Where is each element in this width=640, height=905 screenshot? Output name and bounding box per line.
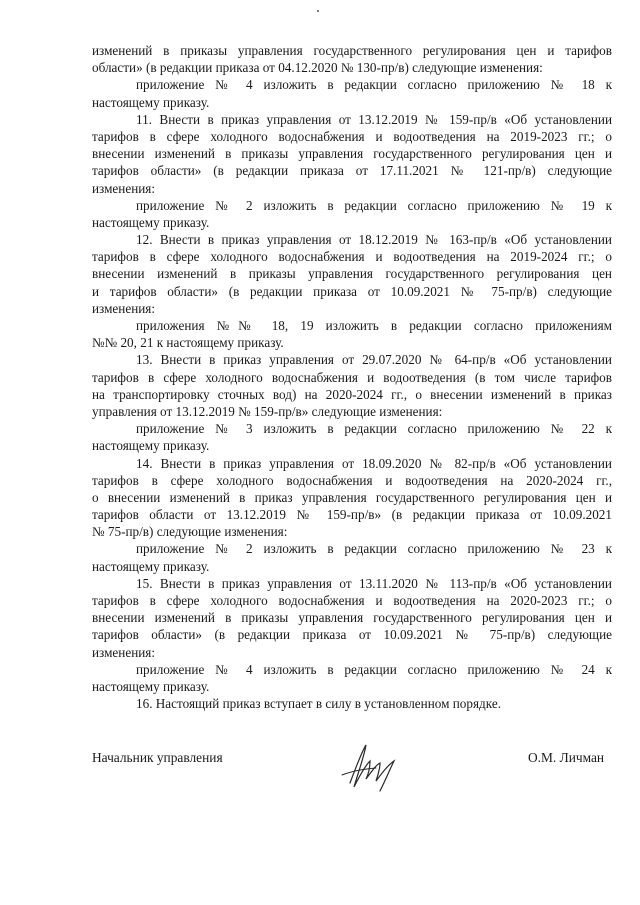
text-line: изменения: <box>92 180 156 196</box>
text-line: 12. Внести в приказ управления от 18.12.2019 № 163-пр/в «Об установлении <box>136 232 612 248</box>
text-line: приложение № 4 изложить в редакции согласно приложению № 24 к <box>136 661 612 677</box>
text-line: тарифов в сфере холодного водоснабжения и водоотведения на 2019-2023 гг.; о <box>92 128 612 144</box>
text-line: тарифов области» (в редакции приказа от 10.09.2021 № 75-пр/в) следующие <box>92 627 612 643</box>
handwritten-signature-icon <box>330 735 410 795</box>
text-line: тарифов в сфере холодного водоснабжения и водоотведения на 2019-2024 гг.; о <box>92 249 612 265</box>
text-line: области» (в редакции приказа от 04.12.2020 № 130-пр/в) следующие изменения: <box>92 60 543 76</box>
text-line: настоящему приказу. <box>92 558 210 574</box>
text-line: внесении изменений в приказы управления государственного регулирования цен <box>92 266 612 282</box>
text-line: управления от 13.12.2019 № 159-пр/в» следующие изменения: <box>92 403 443 419</box>
text-line: приложение № 2 изложить в редакции согласно приложению № 23 к <box>136 541 612 557</box>
signatory-name: О.М. Личман <box>528 750 605 765</box>
text-line: изменений в приказы управления государственного регулирования цен и тарифов <box>92 43 612 58</box>
signatory-position: Начальник управления <box>92 750 223 765</box>
text-line: тарифов в сфере холодного водоснабжения и водоотведения (в том числе тарифов <box>92 369 612 385</box>
text-line: тарифов в сфере холодного водоснабжения и водоотведения на 2020-2023 гг.; о <box>92 593 612 608</box>
text-line: 15. Внести в приказ управления от 13.11.2020 № 113-пр/в «Об установлении <box>136 575 612 591</box>
text-line: 14. Внести в приказ управления от 18.09.2020 № 82-пр/в «Об установлении <box>136 455 612 471</box>
text-line: настоящему приказу. <box>92 678 210 694</box>
text-line: № 75-пр/в) следующие изменения: <box>92 524 288 540</box>
text-line: 13. Внести в приказ управления от 29.07.2020 № 64-пр/в «Об установлении <box>136 352 612 368</box>
text-line: приложение № 3 изложить в редакции согласно приложению № 22 к <box>136 421 612 437</box>
text-line: и тарифов области» (в редакции приказа от 10.09.2021 № 75-пр/в) следующие <box>92 283 612 299</box>
text-line: тарифов области» (в редакции приказа от 17.11.2021 № 121-пр/в) следующие <box>92 163 612 179</box>
text-line: настоящему приказу. <box>92 214 210 230</box>
text-line: изменения: <box>92 300 156 316</box>
text-line: 11. Внести в приказ управления от 13.12.2019 № 159-пр/в «Об установлении <box>136 111 612 127</box>
text-line: внесении изменений в приказы управления государственного регулирования цен и <box>92 146 612 162</box>
text-line: №№ 20, 21 к настоящему приказу. <box>92 335 284 351</box>
text-line: тарифов в сфере холодного водоснабжения и водоотведения на 2020-2024 гг., <box>92 472 612 488</box>
text-line: приложение № 2 изложить в редакции согласно приложению № 19 к <box>136 197 612 213</box>
text-line: приложение № 4 изложить в редакции согласно приложению № 18 к <box>136 77 612 93</box>
text-line: на транспортировку сточных вод) на 2020-2024 гг., о внесении изменений в приказ <box>92 386 612 402</box>
text-line: 16. Настоящий приказ вступает в силу в установленном порядке. <box>136 696 501 712</box>
text-line: тарифов области от 13.12.2019 № 159-пр/в» (в редакции приказа от 10.09.2021 <box>92 507 612 523</box>
text-line: изменения: <box>92 644 156 660</box>
text-line: настоящему приказу. <box>92 438 210 454</box>
text-line: о внесении изменений в приказ управления государственного регулирования цен и <box>92 489 612 505</box>
text-line: внесении изменений в приказы управления государственного регулирования цен и <box>92 610 612 626</box>
document-body <box>92 42 612 712</box>
scan-dot-mark <box>317 10 319 12</box>
text-line: настоящему приказу. <box>92 94 210 110</box>
text-line: приложения №№ 18, 19 изложить в редакции согласно приложениям <box>136 318 612 333</box>
